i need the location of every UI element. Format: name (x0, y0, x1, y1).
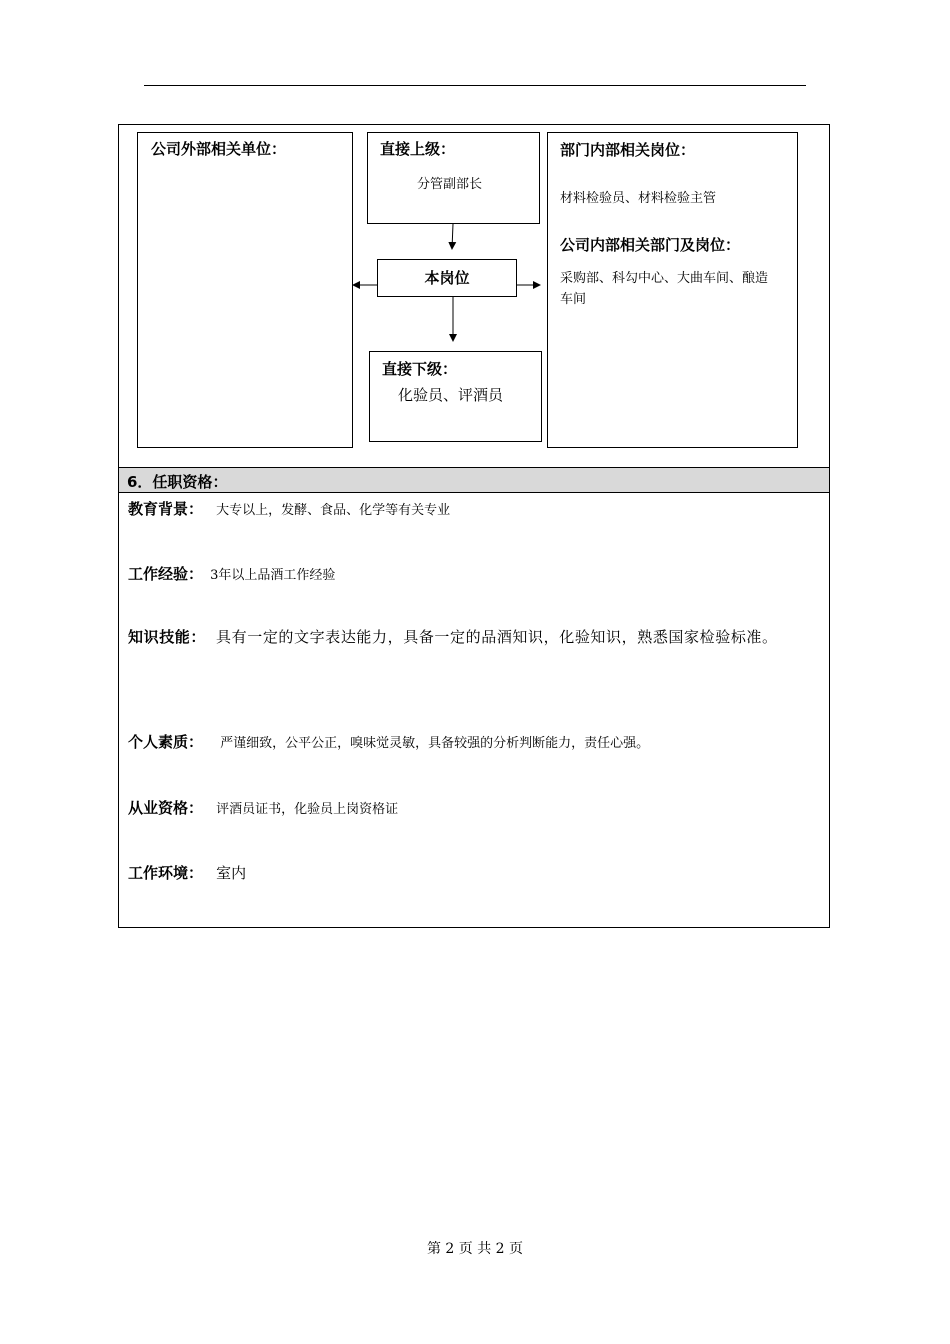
certification-row (128, 797, 398, 818)
dept-internal-title: 部门内部相关岗位： (560, 141, 696, 159)
experience-row (128, 563, 335, 584)
direct-superior-value: 分管副部长 (417, 177, 483, 192)
environment-value: 室内 (216, 864, 247, 882)
personal-label: 个人素质： (128, 733, 204, 751)
company-internal-line2: 车间 (560, 292, 587, 307)
header-rule (144, 85, 806, 86)
skills-value: 具有一定的文字表达能力，具备一定的品酒知识，化验知识，熟悉国家检验标准。 (216, 628, 778, 646)
certification-label: 从业资格： (128, 799, 204, 817)
education-value: 大专以上，发酵、食品、化学等有关专业 (216, 503, 451, 518)
personal-row (128, 731, 649, 752)
org-connector-arrows (119, 125, 831, 468)
arrow-superior-to-position (452, 224, 453, 249)
direct-subordinate-value: 化验员、评酒员 (398, 386, 504, 404)
page-footer: 第 2 页 共 2 页 (426, 1241, 524, 1257)
skills-row (128, 618, 824, 656)
environment-row (128, 862, 246, 883)
skills-label: 知识技能： (128, 628, 207, 646)
company-internal-title: 公司内部相关部门及岗位： (560, 236, 741, 254)
education-row (128, 498, 450, 519)
section-6-title: 6．任职资格： (127, 473, 228, 491)
direct-subordinate-title: 直接下级： (382, 360, 458, 378)
org-chart-section (118, 124, 830, 467)
personal-value: 严谨细致，公平公正，嗅味觉灵敏，具备较强的分析判断能力，责任心强。 (220, 736, 650, 751)
external-units-title: 公司外部相关单位： (151, 140, 287, 158)
experience-value: 3年以上品酒工作经验 (210, 568, 336, 583)
education-label: 教育背景： (128, 500, 204, 518)
qualifications-section (118, 492, 830, 928)
experience-label: 工作经验： (128, 565, 204, 583)
environment-label: 工作环境： (128, 864, 204, 882)
dept-internal-value: 材料检验员、材料检验主管 (560, 191, 717, 206)
certification-value: 评酒员证书，化验员上岗资格证 (216, 802, 399, 817)
company-internal-line1: 采购部、科勾中心、大曲车间、酿造 (560, 271, 769, 286)
direct-superior-title: 直接上级： (380, 140, 456, 158)
current-position-title: 本岗位 (424, 269, 470, 287)
section-6-header (118, 467, 830, 493)
